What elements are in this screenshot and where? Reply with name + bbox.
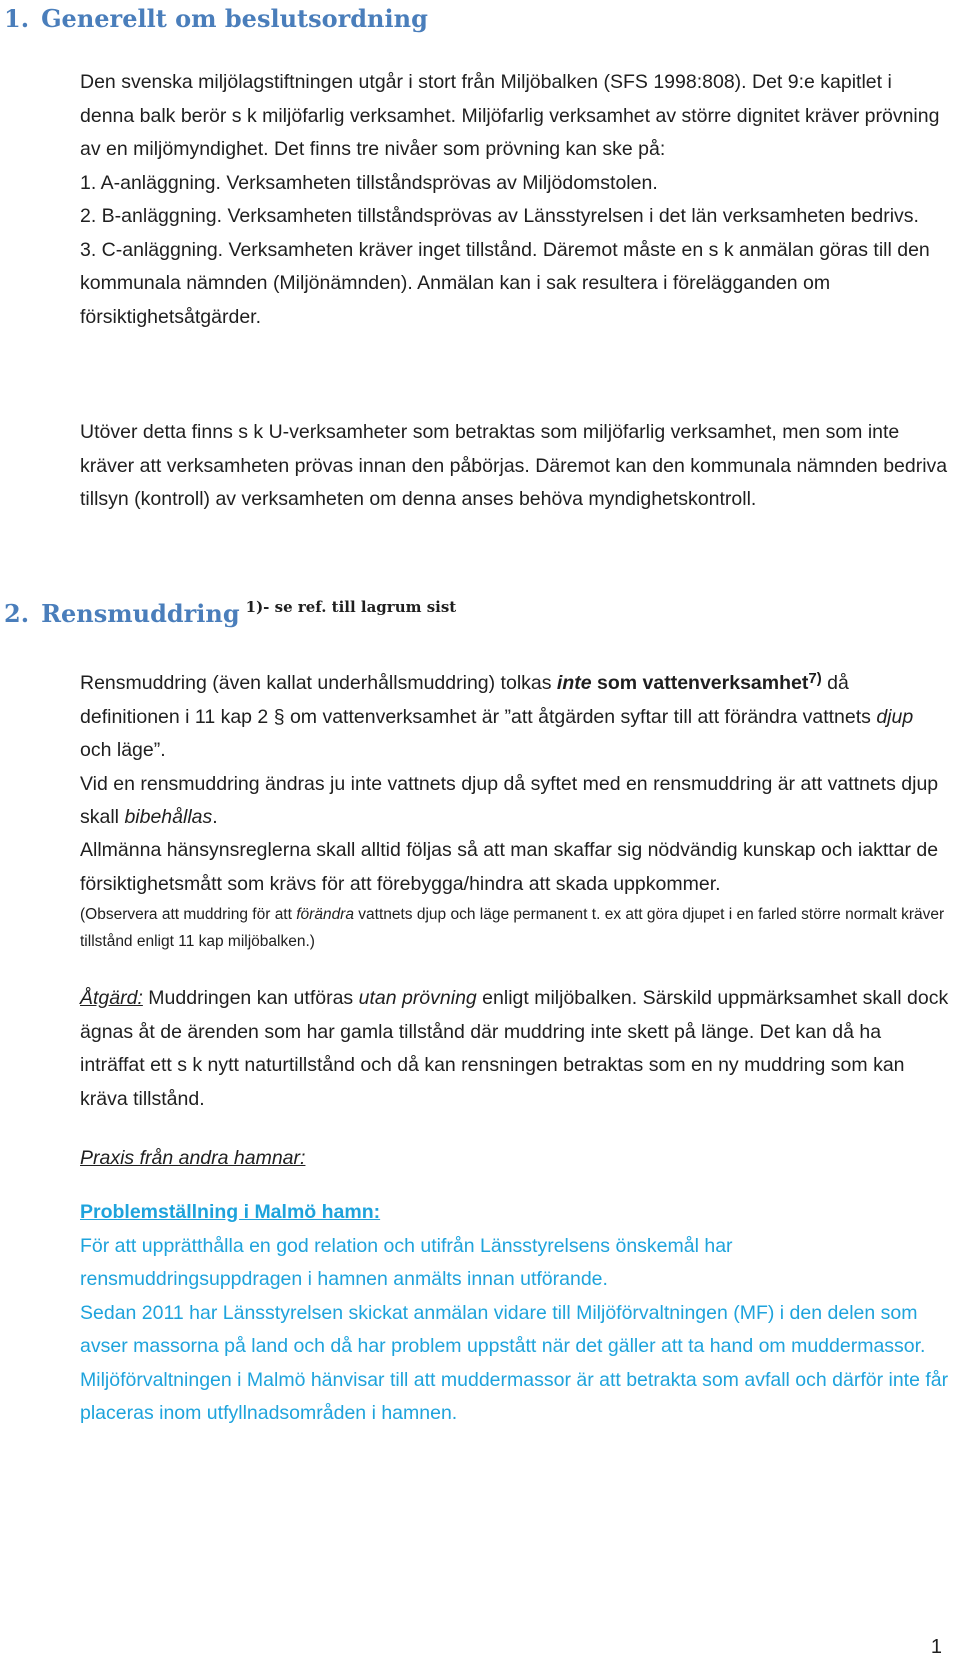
malmo-paragraph-2: Sedan 2011 har Länsstyrelsen skickat anmälan vidare till Miljöförvaltningen (MF) i den delen som avser massorna på land och då har problem uppstått när det gäller att ta hand om muddermassor. Miljöförvaltningen i Malmö hänvisar till att muddermassor är att betrakta som avfall och därför inte får placeras inom utfyllnadsområden i hamnen. [80,1301,949,1424]
bibehallas-text-1: Vid en rensmuddring ändras ju inte vattnets djup då syftet med en rensmuddring är att vattnets djup skall [80,772,939,828]
atgard-paragraph [80,982,950,1116]
footnote-ref-7: 7) [808,670,822,687]
u-verksamheter-text: Utöver detta finns s k U-verksamheter som betraktas som miljöfarlig verksamhet, men som inte kräver att verksamheten prövas innan den påbörjas. Däremot kan den kommunala nämnden bedriva tillsyn (kontroll) av verksamheten om denna anses behöva myndighetskontroll. [80,421,948,510]
section-1-heading [4,4,428,33]
definition-text-3: och läge”. [80,739,166,761]
emphasis-djup: djup [876,705,914,728]
bibehallas-paragraph [80,768,950,835]
bibehallas-text-2: . [212,806,218,828]
definition-text-2: då definitionen i 11 kap 2 § om vattenverksamhet är ”att åtgärden syftar till att förändra vattnets [80,672,877,728]
hansynsregler-block [80,834,950,955]
atgard-block [80,982,950,1116]
emphasis-utan-provning: utan prövning [358,987,477,1009]
section-1-body [80,66,950,334]
observera-text-1: (Observera att muddring för att [80,906,297,923]
section-2-number: 2. [4,599,30,628]
definition-text-1: Rensmuddring (även kallat underhållsmuddring) tolkas [80,672,557,694]
level-c: 3. C-anläggning. Verksamheten kräver inget tillstånd. Däremot måste en s k anmälan göras till den kommunala nämnden (Miljönämnden). Anmälan kan i sak resultera i förelägganden om försiktighetsåtgärder. [80,238,930,328]
section-2-title: Rensmuddring [41,599,240,628]
definition-paragraph [80,662,950,768]
hansynsregler-paragraph: Allmänna hänsynsreglerna skall alltid följas så att man skaffar sig nödvändig kunskap och iakttar de försiktighetsmått som krävs för att förebygga/hindra att skada uppkommer. [80,839,939,895]
section-2-reference-note: 1)- se ref. till lagrum sist [245,598,457,616]
malmo-block [80,1196,950,1431]
u-verksamheter-paragraph [80,416,950,517]
section-1-number: 1. [4,4,30,33]
emphasis-forandra: förändra [296,906,354,923]
emphasis-inte: inte [556,672,592,694]
level-a: 1. A-anläggning. Verksamheten tillståndsprövas av Miljödomstolen. [80,171,658,194]
observera-note [80,901,950,955]
section-1-title: Generellt om beslutsordning [41,4,428,33]
malmo-heading: Problemställning i Malmö hamn: [80,1201,381,1223]
level-b: 2. B-anläggning. Verksamheten tillståndsprövas av Länsstyrelsen i det län verksamheten bedrivs. [80,205,919,227]
vattenverksamhet-term: som vattenverksamhet [591,672,809,694]
atgard-label: Åtgärd: [80,987,143,1009]
observera-text-2: vattnets djup och läge permanent t. ex att göra djupet i en farled större normalt kräver tillstånd enligt 11 kap miljöbalken.) [80,906,945,950]
praxis-heading-block [80,1142,950,1176]
malmo-paragraph-1: För att upprätthålla en god relation och utifrån Länsstyrelsens önskemål har rensmuddringsuppdragen i hamnen anmälts innan utförande. [80,1234,733,1290]
praxis-heading: Praxis från andra hamnar: [80,1147,306,1169]
atgard-text-2: enligt miljöbalken. Särskild uppmärksamhet skall dock ägnas åt de ärenden som har gamla tillstånd där muddring inte skett på länge. Det kan då ha inträffat ett s k nytt naturtillstånd och då kan rensningen betraktas som en ny muddring som kan kräva tillstånd. [80,987,949,1110]
rensmuddring-definition [80,662,950,835]
intro-paragraph: Den svenska miljölagstiftningen utgår i stort från Miljöbalken (SFS 1998:808). Det 9:e kapitlet i denna balk berör s k miljöfarlig verksamhet. Miljöfarlig verksamhet av större dignitet kräver prövning av en miljömyndighet. Det finns tre nivåer som prövning kan ske på: [80,71,940,160]
atgard-text-1: Muddringen kan utföras [142,987,359,1009]
page-number: 1 [930,1636,942,1658]
section-2-heading [4,598,456,628]
emphasis-bibehallas: bibehållas [124,806,213,828]
